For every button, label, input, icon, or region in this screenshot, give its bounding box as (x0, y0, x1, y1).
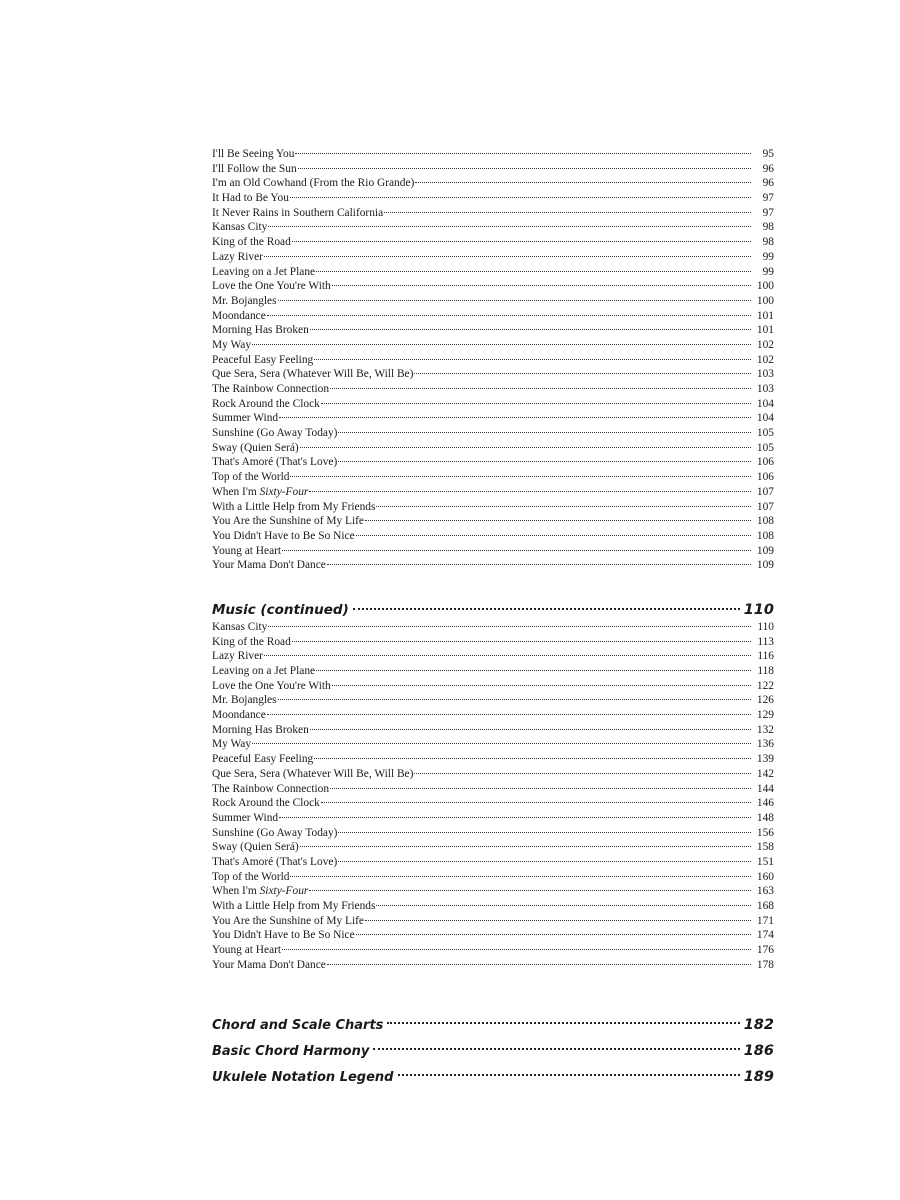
entry-page: 105 (756, 427, 774, 440)
toc-entry[interactable] (212, 455, 774, 470)
entry-title: Sway (Quien Será) (212, 441, 299, 454)
entry-title: Leaving on a Jet Plane (212, 265, 316, 278)
entry-page: 108 (756, 515, 774, 528)
toc-entry[interactable] (212, 796, 774, 811)
dot-leader (316, 670, 751, 671)
entry-page: 189 (743, 1069, 774, 1086)
entry-title: Your Mama Don't Dance (212, 559, 326, 572)
dot-leader (314, 758, 751, 759)
dot-leader (330, 788, 751, 789)
toc-entry[interactable] (212, 250, 774, 265)
entry-page: 103 (756, 383, 774, 395)
dot-leader (316, 271, 751, 272)
entry-title: My Way (212, 738, 252, 751)
toc-entry[interactable] (212, 176, 774, 191)
dot-leader (321, 403, 751, 404)
dot-leader (252, 344, 751, 345)
dot-leader (300, 447, 751, 448)
dot-leader (279, 817, 751, 818)
toc-entry[interactable] (212, 914, 774, 929)
dot-leader (282, 550, 751, 551)
entry-page: 186 (743, 1043, 774, 1060)
toc-entry[interactable] (212, 367, 774, 382)
dot-leader (264, 655, 751, 656)
entry-page: 136 (756, 738, 774, 751)
entry-page: 98 (762, 236, 774, 249)
dot-leader (384, 212, 751, 213)
toc-entry[interactable] (212, 693, 774, 708)
entry-title: Basic Chord Harmony (212, 1044, 370, 1060)
entry-title: Que Sera, Sera (Whatever Will Be, Will Be) (212, 368, 414, 381)
entry-page: 95 (762, 148, 774, 160)
table-of-contents (212, 147, 774, 1090)
entry-page: 122 (756, 679, 774, 692)
toc-entry[interactable] (212, 191, 774, 206)
dot-leader (387, 1022, 739, 1024)
toc-entry[interactable] (212, 943, 774, 958)
toc-section-entry[interactable] (212, 1038, 774, 1064)
dot-leader (295, 153, 751, 154)
toc-entry[interactable] (212, 840, 774, 855)
entry-page: 156 (756, 826, 774, 839)
entry-title: Mr. Bojangles (212, 294, 277, 307)
entry-page: 102 (756, 338, 774, 351)
entry-title: Leaving on a Jet Plane (212, 665, 316, 677)
entry-page: 98 (762, 221, 774, 234)
dot-leader (365, 920, 751, 921)
entry-title: Love the One You're With (212, 679, 331, 692)
toc-entry[interactable] (212, 235, 774, 250)
entry-title: I'll Be Seeing You (212, 148, 295, 160)
entry-page: 118 (757, 665, 774, 677)
entry-page: 104 (756, 397, 774, 410)
entry-page: 176 (756, 944, 774, 957)
entry-page: 96 (762, 162, 774, 175)
entry-title: With a Little Help from My Friends (212, 900, 376, 912)
entry-title: It Had to Be You (212, 192, 289, 205)
entry-page: 99 (762, 250, 774, 263)
dot-leader (279, 417, 751, 418)
entry-page: 132 (756, 723, 774, 736)
entry-page: 97 (762, 192, 774, 205)
entry-page: 148 (756, 811, 774, 824)
dot-leader (327, 964, 751, 965)
entry-page: 126 (756, 694, 774, 707)
entry-title: King of the Road (212, 236, 291, 249)
entry-title: The Rainbow Connection (212, 383, 330, 395)
entry-title: You Didn't Have to Be So Nice (212, 529, 355, 542)
dot-leader (290, 476, 751, 477)
dot-leader (356, 535, 751, 536)
music-heading-page: 110 (743, 601, 774, 618)
entry-title: Peaceful Easy Feeling (212, 353, 314, 366)
entry-page: 144 (756, 782, 774, 795)
dot-leader (282, 949, 751, 950)
dot-leader (300, 846, 751, 847)
toc-entry[interactable] (212, 294, 774, 309)
toc-section-entry[interactable] (212, 1012, 774, 1038)
dot-leader (290, 876, 751, 877)
dot-leader (314, 359, 751, 360)
toc-entry[interactable] (212, 411, 774, 426)
toc-entry[interactable] (212, 206, 774, 221)
entry-title: Kansas City (212, 620, 268, 633)
entry-title-italic: Sixty-Four (259, 885, 309, 898)
dot-leader (338, 461, 751, 462)
dot-leader (356, 934, 751, 935)
dot-leader (414, 373, 751, 374)
entry-title: That's Amoré (That's Love) (212, 855, 338, 868)
toc-entry[interactable] (212, 382, 774, 397)
entry-title: Top of the World (212, 870, 290, 883)
toc-entry[interactable] (212, 544, 774, 559)
toc-entry[interactable] (212, 649, 774, 664)
entry-page: 108 (756, 529, 774, 542)
toc-entry[interactable] (212, 500, 774, 515)
entry-title: Moondance (212, 709, 266, 722)
entry-page: 151 (756, 855, 774, 868)
toc-entry[interactable] (212, 679, 774, 694)
entry-page: 104 (756, 412, 774, 425)
entry-page: 105 (756, 441, 774, 454)
entry-title: Summer Wind (212, 811, 279, 824)
entry-title: It Never Rains in Southern California (212, 206, 384, 219)
entry-title: With a Little Help from My Friends (212, 500, 376, 513)
dot-leader (414, 773, 751, 774)
dot-leader (321, 802, 751, 803)
entry-title: Sunshine (Go Away Today) (212, 826, 338, 839)
entry-page: 100 (756, 280, 774, 293)
entry-title-part: When I'm (212, 485, 260, 498)
dot-leader (373, 1048, 739, 1050)
toc-entry[interactable] (212, 899, 774, 914)
entry-page: 174 (756, 929, 774, 942)
entry-title: Mr. Bojangles (212, 694, 277, 707)
dot-leader (338, 861, 751, 862)
entry-title: That's Amoré (That's Love) (212, 456, 338, 469)
entry-page: 182 (743, 1017, 774, 1034)
entry-title: I'll Follow the Sun (212, 162, 297, 175)
entry-page: 110 (757, 620, 774, 633)
entry-title: You Are the Sunshine of My Life (212, 515, 364, 528)
entry-title: I'm an Old Cowhand (From the Rio Grande) (212, 177, 415, 190)
entry-page: 163 (756, 885, 774, 898)
entry-title: Morning Has Broken (212, 723, 309, 736)
entry-title: Young at Heart (212, 544, 282, 557)
toc-entry[interactable] (212, 397, 774, 412)
entry-title: Young at Heart (212, 944, 282, 957)
toc-entry[interactable] (212, 162, 774, 177)
toc-entry[interactable] (212, 279, 774, 294)
dot-leader (298, 168, 751, 169)
dot-leader (376, 506, 751, 507)
dot-leader (310, 329, 751, 330)
toc-entry[interactable] (212, 708, 774, 723)
entry-page: 106 (756, 456, 774, 469)
dot-leader (353, 608, 740, 610)
toc-entry[interactable] (212, 309, 774, 324)
entry-page: 96 (762, 177, 774, 190)
entry-title: Sway (Quien Será) (212, 841, 299, 854)
toc-entry[interactable] (212, 958, 774, 973)
toc-entry[interactable] (212, 353, 774, 368)
dot-leader (252, 743, 751, 744)
music-heading-title: Music (continued) (212, 601, 349, 618)
entry-page: 101 (756, 324, 774, 337)
entry-title: Kansas City (212, 221, 268, 234)
entry-page: 107 (756, 500, 774, 513)
toc-entry[interactable] (212, 338, 774, 353)
toc-entry[interactable] (212, 737, 774, 752)
entry-page: 107 (756, 485, 774, 498)
dot-leader (290, 197, 751, 198)
toc-entry[interactable] (212, 265, 774, 280)
entry-page: 101 (756, 309, 774, 322)
toc-entry[interactable] (212, 826, 774, 841)
toc-entry[interactable] (212, 723, 774, 738)
dot-leader (292, 641, 751, 642)
dot-leader (268, 226, 751, 227)
entry-page: 139 (756, 753, 774, 766)
entry-page: 97 (762, 206, 774, 219)
toc-section-entry[interactable] (212, 1064, 774, 1090)
entry-page: 116 (757, 650, 774, 663)
entry-title: Moondance (212, 309, 266, 322)
dot-leader (268, 626, 751, 627)
toc-entry[interactable] (212, 426, 774, 441)
entry-page: 142 (756, 767, 774, 780)
entry-title: You Are the Sunshine of My Life (212, 914, 364, 927)
dot-leader (327, 564, 751, 565)
entry-title: My Way (212, 338, 252, 351)
entry-title: Que Sera, Sera (Whatever Will Be, Will Be) (212, 767, 414, 780)
toc-entry[interactable] (212, 620, 774, 635)
dot-leader (332, 285, 751, 286)
toc-entry[interactable] (212, 884, 774, 899)
entry-title: Love the One You're With (212, 280, 331, 293)
dot-leader (278, 699, 751, 700)
toc-entry[interactable] (212, 870, 774, 885)
entry-title: Chord and Scale Charts (212, 1018, 384, 1034)
toc-entry[interactable] (212, 752, 774, 767)
entry-title (212, 485, 308, 500)
dot-leader (365, 520, 751, 521)
entry-title: The Rainbow Connection (212, 782, 330, 795)
toc-sections (212, 1012, 774, 1090)
entry-title: Rock Around the Clock (212, 397, 320, 410)
dot-leader (332, 685, 751, 686)
dot-leader (267, 714, 751, 715)
entry-page: 171 (756, 914, 774, 927)
entry-title (212, 884, 308, 899)
dot-leader (310, 729, 751, 730)
dot-leader (398, 1074, 740, 1076)
entry-title: Rock Around the Clock (212, 797, 320, 810)
music-continued-heading[interactable] (212, 600, 774, 620)
dot-leader (309, 491, 751, 492)
toc-entry[interactable] (212, 470, 774, 485)
toc-list-part1 (212, 147, 774, 573)
entry-page: 113 (757, 635, 774, 648)
toc-entry[interactable] (212, 928, 774, 943)
entry-title: Your Mama Don't Dance (212, 958, 326, 971)
entry-page: 103 (756, 368, 774, 381)
toc-entry[interactable] (212, 558, 774, 573)
dot-leader (267, 315, 751, 316)
toc-entry[interactable] (212, 855, 774, 870)
toc-entry[interactable] (212, 514, 774, 529)
dot-leader (278, 300, 751, 301)
dot-leader (338, 432, 751, 433)
dot-leader (376, 905, 751, 906)
toc-entry[interactable] (212, 767, 774, 782)
dot-leader (330, 388, 751, 389)
entry-title: Summer Wind (212, 412, 279, 425)
entry-title: Lazy River (212, 650, 263, 663)
entry-title: Top of the World (212, 471, 290, 484)
entry-page: 100 (756, 294, 774, 307)
toc-entry[interactable] (212, 782, 774, 797)
toc-entry[interactable] (212, 664, 774, 679)
toc-entry[interactable] (212, 323, 774, 338)
entry-page: 109 (756, 544, 774, 557)
entry-title-part: When I'm (212, 885, 260, 898)
dot-leader (309, 890, 751, 891)
entry-title: Ukulele Notation Legend (212, 1070, 394, 1086)
entry-title-italic: Sixty-Four (259, 485, 309, 498)
entry-title: Peaceful Easy Feeling (212, 753, 314, 766)
toc-entry[interactable] (212, 529, 774, 544)
entry-title: King of the Road (212, 635, 291, 648)
entry-title: Morning Has Broken (212, 324, 309, 337)
toc-entry[interactable] (212, 441, 774, 456)
toc-entry[interactable] (212, 147, 774, 162)
entry-page: 158 (756, 841, 774, 854)
entry-page: 99 (762, 265, 774, 278)
dot-leader (338, 832, 751, 833)
entry-page: 109 (756, 559, 774, 572)
toc-entry[interactable] (212, 220, 774, 235)
entry-page: 106 (756, 471, 774, 484)
dot-leader (264, 256, 751, 257)
entry-page: 160 (756, 870, 774, 883)
toc-list-part2 (212, 620, 774, 973)
entry-title: Sunshine (Go Away Today) (212, 427, 338, 440)
toc-entry[interactable] (212, 635, 774, 650)
toc-entry[interactable] (212, 811, 774, 826)
entry-page: 102 (756, 353, 774, 366)
entry-title: Lazy River (212, 250, 263, 263)
dot-leader (415, 182, 751, 183)
entry-page: 168 (756, 900, 774, 912)
toc-entry[interactable] (212, 485, 774, 500)
dot-leader (292, 241, 751, 242)
entry-page: 178 (756, 958, 774, 971)
entry-page: 129 (756, 709, 774, 722)
entry-page: 146 (756, 797, 774, 810)
entry-title: You Didn't Have to Be So Nice (212, 929, 355, 942)
